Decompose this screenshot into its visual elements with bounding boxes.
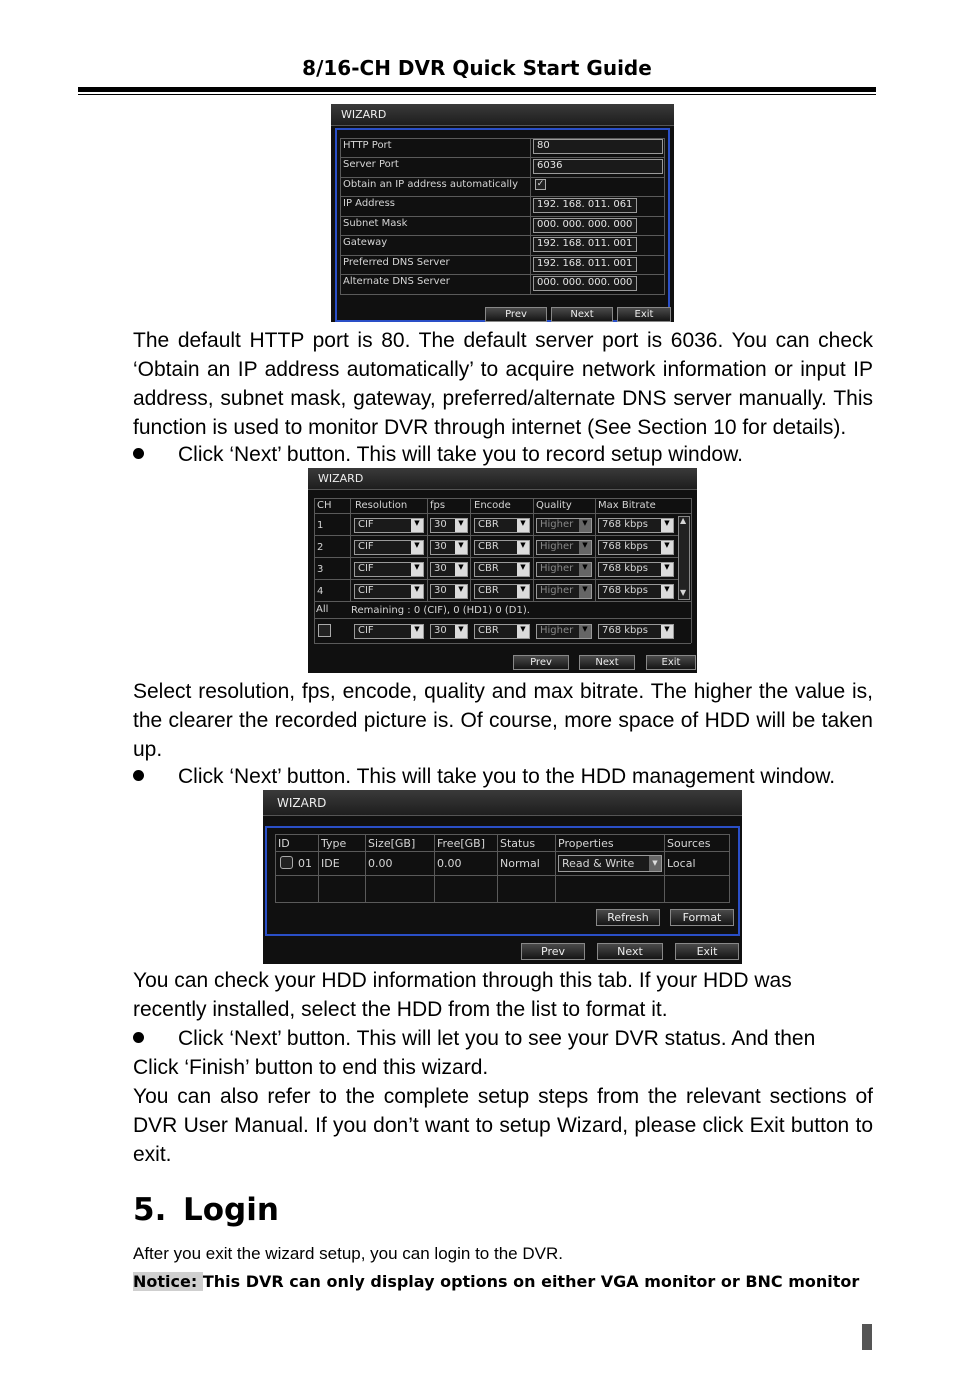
- hdd-id: 01: [298, 857, 312, 870]
- hdd-source: Local: [667, 857, 696, 870]
- paragraph-user-manual: You can also refer to the complete setup steps from the relevant sections of DVR User Manual. If you don’t want to setup Wizard, please click Exit button to exit.: [133, 1085, 873, 1166]
- quality-select[interactable]: Higher ▼: [536, 540, 592, 555]
- chevron-down-icon: ▼: [579, 563, 591, 576]
- resolution-select[interactable]: CIF ▼: [354, 562, 424, 577]
- chevron-down-icon: ▼: [517, 625, 529, 638]
- scroll-down-icon[interactable]: ▼: [680, 588, 687, 597]
- header-size: Size[GB]: [368, 837, 416, 850]
- page-number-marker: [862, 1324, 872, 1350]
- exit-button[interactable]: Exit: [675, 943, 739, 960]
- bitrate-select[interactable]: 768 kbps ▼: [598, 562, 674, 577]
- bullet-dot: [133, 770, 144, 781]
- encode-select[interactable]: CBR ▼: [474, 540, 530, 555]
- notice-body: This DVR can only display options on either VGA monitor or BNC monitor: [202, 1272, 860, 1291]
- chevron-down-icon: ▼: [661, 585, 673, 598]
- gateway-label: Gateway: [343, 237, 388, 248]
- encode-select[interactable]: CBR ▼: [474, 562, 530, 577]
- exit-button[interactable]: Exit: [617, 307, 671, 322]
- record-wizard-screenshot: [308, 468, 697, 673]
- alternate-dns-label: Alternate DNS Server: [343, 276, 450, 287]
- header-quality: Quality: [536, 500, 572, 511]
- header-ch: CH: [317, 500, 332, 511]
- chevron-down-icon: ▼: [661, 519, 673, 532]
- alternate-dns-input[interactable]: 000. 000. 000. 000: [533, 276, 637, 291]
- chevron-down-icon: ▼: [517, 519, 529, 532]
- network-wizard-title: WIZARD: [331, 104, 674, 126]
- fps-select[interactable]: 30 ▼: [430, 562, 468, 577]
- network-wizard-screenshot: [331, 104, 674, 322]
- quality-select[interactable]: Higher ▼: [536, 562, 592, 577]
- header-status: Status: [500, 837, 536, 850]
- bitrate-select[interactable]: 768 kbps ▼: [598, 584, 674, 599]
- quality-select[interactable]: Higher ▼: [536, 518, 592, 533]
- all-quality-select[interactable]: Higher ▼: [536, 624, 592, 639]
- chevron-down-icon: ▼: [411, 625, 423, 638]
- http-port-label: HTTP Port: [343, 140, 392, 151]
- section-title-login: [133, 1192, 279, 1228]
- page-header: 8/16-CH DVR Quick Start Guide: [302, 56, 652, 80]
- subnet-mask-input[interactable]: 000. 000. 000. 000: [533, 218, 637, 233]
- header-resolution: Resolution: [355, 500, 408, 511]
- chevron-down-icon: ▼: [579, 519, 591, 532]
- next-button[interactable]: Next: [597, 943, 663, 960]
- http-port-input[interactable]: 80: [533, 139, 663, 154]
- bullet-dvr-status: Click ‘Next’ button. This will let you to see your DVR status. And then: [133, 1024, 815, 1053]
- paragraph-hdd: You can check your HDD information through this tab. If your HDD was recently installed, select the HDD from the list to format it.: [133, 969, 792, 1021]
- prev-button[interactable]: Prev: [521, 943, 585, 960]
- paragraph-record: Select resolution, fps, encode, quality and max bitrate. The higher the value is, the clearer the recorded picture is. Of course, more space of HDD will be taken up.: [133, 680, 873, 761]
- all-encode-select[interactable]: CBR ▼: [474, 624, 530, 639]
- chevron-down-icon: ▼: [411, 541, 423, 554]
- server-port-input[interactable]: 6036: [533, 159, 663, 174]
- exit-button[interactable]: Exit: [646, 655, 696, 670]
- bullet-dot: [133, 448, 144, 459]
- header-properties: Properties: [558, 837, 614, 850]
- resolution-select[interactable]: CIF ▼: [354, 540, 424, 555]
- chevron-down-icon: ▼: [649, 856, 661, 871]
- chevron-down-icon: ▼: [517, 585, 529, 598]
- header-id: ID: [278, 837, 290, 850]
- hdd-select-checkbox[interactable]: [280, 856, 293, 869]
- quality-select[interactable]: Higher ▼: [536, 584, 592, 599]
- chevron-down-icon: ▼: [661, 563, 673, 576]
- chevron-down-icon: ▼: [579, 625, 591, 638]
- chevron-down-icon: ▼: [411, 519, 423, 532]
- all-fps-select[interactable]: 30 ▼: [430, 624, 468, 639]
- gateway-input[interactable]: 192. 168. 011. 001: [533, 237, 637, 252]
- all-label: All: [316, 604, 329, 615]
- paragraph-network: The default HTTP port is 80. The default server port is 6036. You can check ‘Obtain an IP address automatically’ to acquire network information or input IP address, subnet mask, gateway, preferred/alternate DNS server manually. This function is used to monitor DVR through internet (See Section 10 for details).: [133, 329, 873, 439]
- hdd-wizard-screenshot: [263, 790, 742, 964]
- header-free: Free[GB]: [437, 837, 485, 850]
- chevron-down-icon: ▼: [517, 563, 529, 576]
- notice-label: Notice:: [133, 1272, 203, 1291]
- chevron-down-icon: ▼: [455, 625, 467, 638]
- channel-number: 1: [317, 520, 324, 531]
- section-number: 5.: [133, 1192, 167, 1228]
- header-rule-thin: [78, 94, 876, 95]
- header-rule-thick: [78, 87, 876, 92]
- login-text: After you exit the wizard setup, you can login to the DVR.: [133, 1244, 563, 1263]
- prev-button[interactable]: Prev: [513, 655, 569, 670]
- section-heading: Login: [183, 1192, 279, 1228]
- hdd-wizard-title: WIZARD: [263, 790, 742, 816]
- hdd-status: Normal: [500, 857, 540, 870]
- bullet-dot: [133, 1032, 144, 1043]
- hdd-size: 0.00: [368, 857, 393, 870]
- server-port-label: Server Port: [343, 159, 399, 170]
- chevron-down-icon: ▼: [411, 563, 423, 576]
- channel-number: 2: [317, 542, 324, 553]
- scroll-up-icon[interactable]: ▲: [680, 516, 687, 525]
- chevron-down-icon: ▼: [661, 541, 673, 554]
- chevron-down-icon: ▼: [579, 541, 591, 554]
- next-button[interactable]: Next: [579, 655, 635, 670]
- header-fps: fps: [430, 500, 446, 511]
- bullet-record-setup: Click ‘Next’ button. This will take you to record setup window.: [133, 440, 743, 469]
- bitrate-select[interactable]: 768 kbps ▼: [598, 518, 674, 533]
- hdd-properties-select[interactable]: Read & Write ▼: [558, 855, 662, 872]
- obtain-ip-checkbox[interactable]: ✓: [536, 179, 545, 189]
- all-resolution-select[interactable]: CIF ▼: [354, 624, 424, 639]
- chevron-down-icon: ▼: [455, 585, 467, 598]
- all-checkbox[interactable]: [318, 624, 331, 637]
- notice-text: [133, 1272, 859, 1291]
- fps-select[interactable]: 30 ▼: [430, 540, 468, 555]
- resolution-select[interactable]: CIF ▼: [354, 584, 424, 599]
- chevron-down-icon: ▼: [455, 563, 467, 576]
- chevron-down-icon: ▼: [661, 625, 673, 638]
- hdd-type: IDE: [321, 857, 340, 870]
- fps-select[interactable]: 30 ▼: [430, 518, 468, 533]
- header-max-bitrate: Max Bitrate: [598, 500, 656, 511]
- fps-select[interactable]: 30 ▼: [430, 584, 468, 599]
- preferred-dns-input[interactable]: 192. 168. 011. 001: [533, 257, 637, 272]
- hdd-free: 0.00: [437, 857, 462, 870]
- all-bitrate-select[interactable]: 768 kbps ▼: [598, 624, 674, 639]
- bitrate-select[interactable]: 768 kbps ▼: [598, 540, 674, 555]
- chevron-down-icon: ▼: [411, 585, 423, 598]
- channel-number: 4: [317, 586, 324, 597]
- ip-address-label: IP Address: [343, 198, 395, 209]
- header-type: Type: [321, 837, 347, 850]
- refresh-button[interactable]: Refresh: [596, 909, 660, 926]
- ip-address-input[interactable]: 192. 168. 011. 061: [533, 198, 637, 213]
- remaining-text: Remaining : 0 (CIF), 0 (HD1) 0 (D1).: [351, 605, 530, 616]
- encode-select[interactable]: CBR ▼: [474, 518, 530, 533]
- chevron-down-icon: ▼: [579, 585, 591, 598]
- chevron-down-icon: ▼: [455, 541, 467, 554]
- bullet-hdd-management: Click ‘Next’ button. This will take you to the HDD management window.: [133, 762, 835, 791]
- header-sources: Sources: [667, 837, 711, 850]
- encode-select[interactable]: CBR ▼: [474, 584, 530, 599]
- preferred-dns-label: Preferred DNS Server: [343, 257, 450, 268]
- subnet-mask-label: Subnet Mask: [343, 218, 408, 229]
- chevron-down-icon: ▼: [517, 541, 529, 554]
- chevron-down-icon: ▼: [455, 519, 467, 532]
- record-wizard-title: WIZARD: [308, 468, 697, 490]
- obtain-ip-label: Obtain an IP address automatically: [343, 179, 519, 190]
- resolution-select[interactable]: CIF ▼: [354, 518, 424, 533]
- channel-number: 3: [317, 564, 324, 575]
- header-encode: Encode: [474, 500, 511, 511]
- format-button[interactable]: Format: [670, 909, 734, 926]
- bullet-dvr-status-continued: Click ‘Finish’ button to end this wizard.: [133, 1056, 489, 1079]
- prev-button[interactable]: Prev: [485, 307, 547, 322]
- next-button[interactable]: Next: [551, 307, 613, 322]
